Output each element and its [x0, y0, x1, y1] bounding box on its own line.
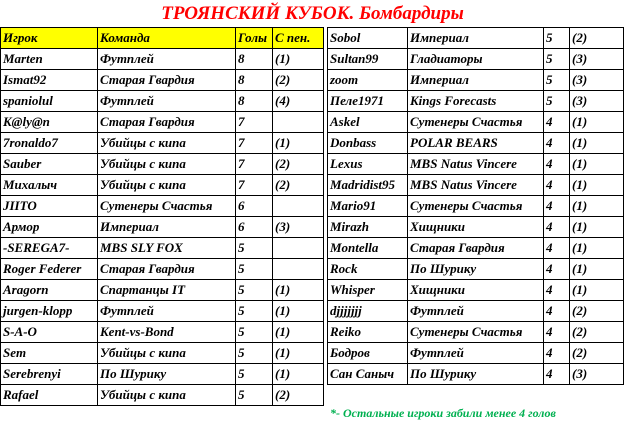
team-cell: Старая Гвардия: [408, 238, 544, 259]
penalties-cell: (2): [570, 322, 624, 343]
penalties-cell: (3): [570, 70, 624, 91]
table-row: [328, 70, 624, 91]
player-cell: jurgen-klopp: [1, 301, 98, 322]
team-cell: Гладиаторы: [408, 49, 544, 70]
penalties-cell: (1): [273, 343, 324, 364]
player-cell: djjjjjjj: [328, 301, 408, 322]
page-title: ТРОЯНСКИЙ КУБОК. Бомбардиры: [161, 3, 464, 24]
goals-cell: 4: [544, 343, 570, 364]
team-cell: MBS SLY FOX: [98, 238, 236, 259]
penalties-cell: (2): [273, 70, 324, 91]
table-row: [1, 238, 324, 259]
team-cell: MBS Natus Vincere: [408, 175, 544, 196]
table-row: [328, 175, 624, 196]
team-cell: Kent-vs-Bond: [98, 322, 236, 343]
table-row: [328, 238, 624, 259]
team-cell: Сутенеры Счастья: [408, 196, 544, 217]
table-row: [328, 112, 624, 133]
team-cell: Футплей: [408, 343, 544, 364]
penalties-cell: (1): [273, 322, 324, 343]
penalties-cell: (1): [570, 133, 624, 154]
team-cell: Империал: [408, 28, 544, 49]
team-cell: Убийцы с кипа: [98, 154, 236, 175]
penalties-cell: [273, 259, 324, 280]
penalties-cell: (1): [273, 49, 324, 70]
goals-cell: 5: [236, 259, 273, 280]
player-cell: Mirazh: [328, 217, 408, 238]
penalties-cell: (1): [570, 217, 624, 238]
goals-cell: 8: [236, 49, 273, 70]
team-cell: По Шурику: [408, 259, 544, 280]
goals-cell: 7: [236, 112, 273, 133]
goals-cell: 4: [544, 280, 570, 301]
goals-cell: 5: [236, 343, 273, 364]
goals-cell: 5: [544, 70, 570, 91]
goals-cell: 6: [236, 196, 273, 217]
team-cell: Убийцы с кипа: [98, 385, 236, 406]
penalties-cell: (3): [570, 364, 624, 385]
table-row: [1, 154, 324, 175]
table-row: [1, 91, 324, 112]
team-cell: Сутенеры Счастья: [98, 196, 236, 217]
goals-cell: 4: [544, 301, 570, 322]
team-cell: Спартанцы IT: [98, 280, 236, 301]
penalties-cell: (3): [570, 91, 624, 112]
table-row: [328, 259, 624, 280]
goals-cell: 4: [544, 217, 570, 238]
scorers-table-right: [327, 27, 624, 385]
goals-cell: 8: [236, 70, 273, 91]
penalties-cell: (2): [570, 28, 624, 49]
player-cell: Sauber: [1, 154, 98, 175]
player-cell: K@ly@n: [1, 112, 98, 133]
table-row: [1, 364, 324, 385]
player-cell: Whisper: [328, 280, 408, 301]
goals-cell: 7: [236, 133, 273, 154]
table-header-row: [1, 28, 324, 49]
table-row: [328, 133, 624, 154]
goals-cell: 4: [544, 196, 570, 217]
player-cell: Rafael: [1, 385, 98, 406]
penalties-cell: (1): [273, 301, 324, 322]
table-row: [1, 133, 324, 154]
table-row: [328, 301, 624, 322]
goals-cell: 5: [236, 301, 273, 322]
team-cell: Хищники: [408, 280, 544, 301]
goals-cell: 6: [236, 217, 273, 238]
penalties-cell: (1): [570, 238, 624, 259]
penalties-cell: (1): [570, 259, 624, 280]
table-row: [1, 259, 324, 280]
penalties-cell: (1): [570, 196, 624, 217]
goals-cell: 7: [236, 154, 273, 175]
penalties-cell: [273, 196, 324, 217]
team-cell: Футплей: [98, 301, 236, 322]
table-row: [328, 49, 624, 70]
penalties-cell: (1): [570, 112, 624, 133]
goals-cell: 4: [544, 133, 570, 154]
player-cell: Aragorn: [1, 280, 98, 301]
goals-cell: 5: [544, 91, 570, 112]
player-cell: Rock: [328, 259, 408, 280]
header-player: Игрок: [1, 28, 98, 49]
team-cell: Футплей: [98, 91, 236, 112]
penalties-cell: (1): [570, 154, 624, 175]
penalties-cell: (1): [570, 175, 624, 196]
player-cell: Madridist95: [328, 175, 408, 196]
table-row: [1, 175, 324, 196]
team-cell: Старая Гвардия: [98, 259, 236, 280]
player-cell: Сан Саныч: [328, 364, 408, 385]
table-row: [1, 280, 324, 301]
player-cell: Sobol: [328, 28, 408, 49]
team-cell: Старая Гвардия: [98, 70, 236, 91]
goals-cell: 4: [544, 154, 570, 175]
penalties-cell: (1): [570, 280, 624, 301]
player-cell: Sultan99: [328, 49, 408, 70]
team-cell: POLAR BEARS: [408, 133, 544, 154]
table-row: [1, 343, 324, 364]
team-cell: Империал: [98, 217, 236, 238]
penalties-cell: (2): [570, 301, 624, 322]
goals-cell: 5: [236, 238, 273, 259]
footnote: *- Остальные игроки забили менее 4 голов: [330, 406, 556, 420]
penalties-cell: (1): [273, 364, 324, 385]
team-cell: Старая Гвардия: [98, 112, 236, 133]
table-row: [1, 301, 324, 322]
table-row: [328, 154, 624, 175]
table-row: [328, 280, 624, 301]
goals-cell: 4: [544, 175, 570, 196]
table-row: [328, 196, 624, 217]
table-row: [328, 343, 624, 364]
team-cell: Футплей: [408, 301, 544, 322]
goals-cell: 5: [544, 49, 570, 70]
penalties-cell: (3): [273, 217, 324, 238]
goals-cell: 5: [236, 322, 273, 343]
goals-cell: 5: [236, 385, 273, 406]
team-cell: Убийцы с кипа: [98, 175, 236, 196]
player-cell: Marten: [1, 49, 98, 70]
table-row: [1, 49, 324, 70]
team-cell: Сутенеры Счастья: [408, 112, 544, 133]
player-cell: Roger Federer: [1, 259, 98, 280]
table-row: [1, 217, 324, 238]
table-row: [1, 322, 324, 343]
penalties-cell: (3): [570, 49, 624, 70]
goals-cell: 4: [544, 259, 570, 280]
goals-cell: 5: [236, 364, 273, 385]
player-cell: Reiko: [328, 322, 408, 343]
goals-cell: 4: [544, 238, 570, 259]
goals-cell: 4: [544, 112, 570, 133]
header-penalties: С пен.: [273, 28, 324, 49]
player-cell: Пеле1971: [328, 91, 408, 112]
team-cell: Убийцы с кипа: [98, 343, 236, 364]
table-row: [328, 322, 624, 343]
team-cell: Хищники: [408, 217, 544, 238]
player-cell: Ismat92: [1, 70, 98, 91]
player-cell: 7ronaldo7: [1, 133, 98, 154]
table-row: [328, 217, 624, 238]
player-cell: Askel: [328, 112, 408, 133]
goals-cell: 7: [236, 175, 273, 196]
table-row: [328, 28, 624, 49]
player-cell: Бодров: [328, 343, 408, 364]
team-cell: Сутенеры Счастья: [408, 322, 544, 343]
table-row: [328, 91, 624, 112]
penalties-cell: (2): [273, 175, 324, 196]
penalties-cell: (4): [273, 91, 324, 112]
team-cell: Империал: [408, 70, 544, 91]
player-cell: JIITO: [1, 196, 98, 217]
player-cell: spaniolul: [1, 91, 98, 112]
player-cell: Montella: [328, 238, 408, 259]
player-cell: Mario91: [328, 196, 408, 217]
player-cell: -SEREGA7-: [1, 238, 98, 259]
header-team: Команда: [98, 28, 236, 49]
team-cell: Kings Forecasts: [408, 91, 544, 112]
player-cell: Lexus: [328, 154, 408, 175]
penalties-cell: (2): [570, 343, 624, 364]
penalties-cell: [273, 112, 324, 133]
goals-cell: 4: [544, 322, 570, 343]
player-cell: Sem: [1, 343, 98, 364]
team-cell: MBS Natus Vincere: [408, 154, 544, 175]
penalties-cell: (2): [273, 154, 324, 175]
team-cell: По Шурику: [408, 364, 544, 385]
penalties-cell: (2): [273, 385, 324, 406]
player-cell: zoom: [328, 70, 408, 91]
table-row: [1, 112, 324, 133]
penalties-cell: (1): [273, 280, 324, 301]
table-row: [1, 385, 324, 406]
player-cell: Donbass: [328, 133, 408, 154]
header-goals: Голы: [236, 28, 273, 49]
player-cell: Михалыч: [1, 175, 98, 196]
penalties-cell: [273, 238, 324, 259]
team-cell: По Шурику: [98, 364, 236, 385]
goals-cell: 4: [544, 364, 570, 385]
table-row: [1, 70, 324, 91]
table-row: [1, 196, 324, 217]
player-cell: S-A-O: [1, 322, 98, 343]
team-cell: Убийцы с кипа: [98, 133, 236, 154]
player-cell: Serebrenyi: [1, 364, 98, 385]
goals-cell: 5: [544, 28, 570, 49]
table-row: [328, 364, 624, 385]
scorers-table-left: [0, 27, 324, 406]
goals-cell: 5: [236, 280, 273, 301]
goals-cell: 8: [236, 91, 273, 112]
team-cell: Футплей: [98, 49, 236, 70]
penalties-cell: (1): [273, 133, 324, 154]
player-cell: Армор: [1, 217, 98, 238]
